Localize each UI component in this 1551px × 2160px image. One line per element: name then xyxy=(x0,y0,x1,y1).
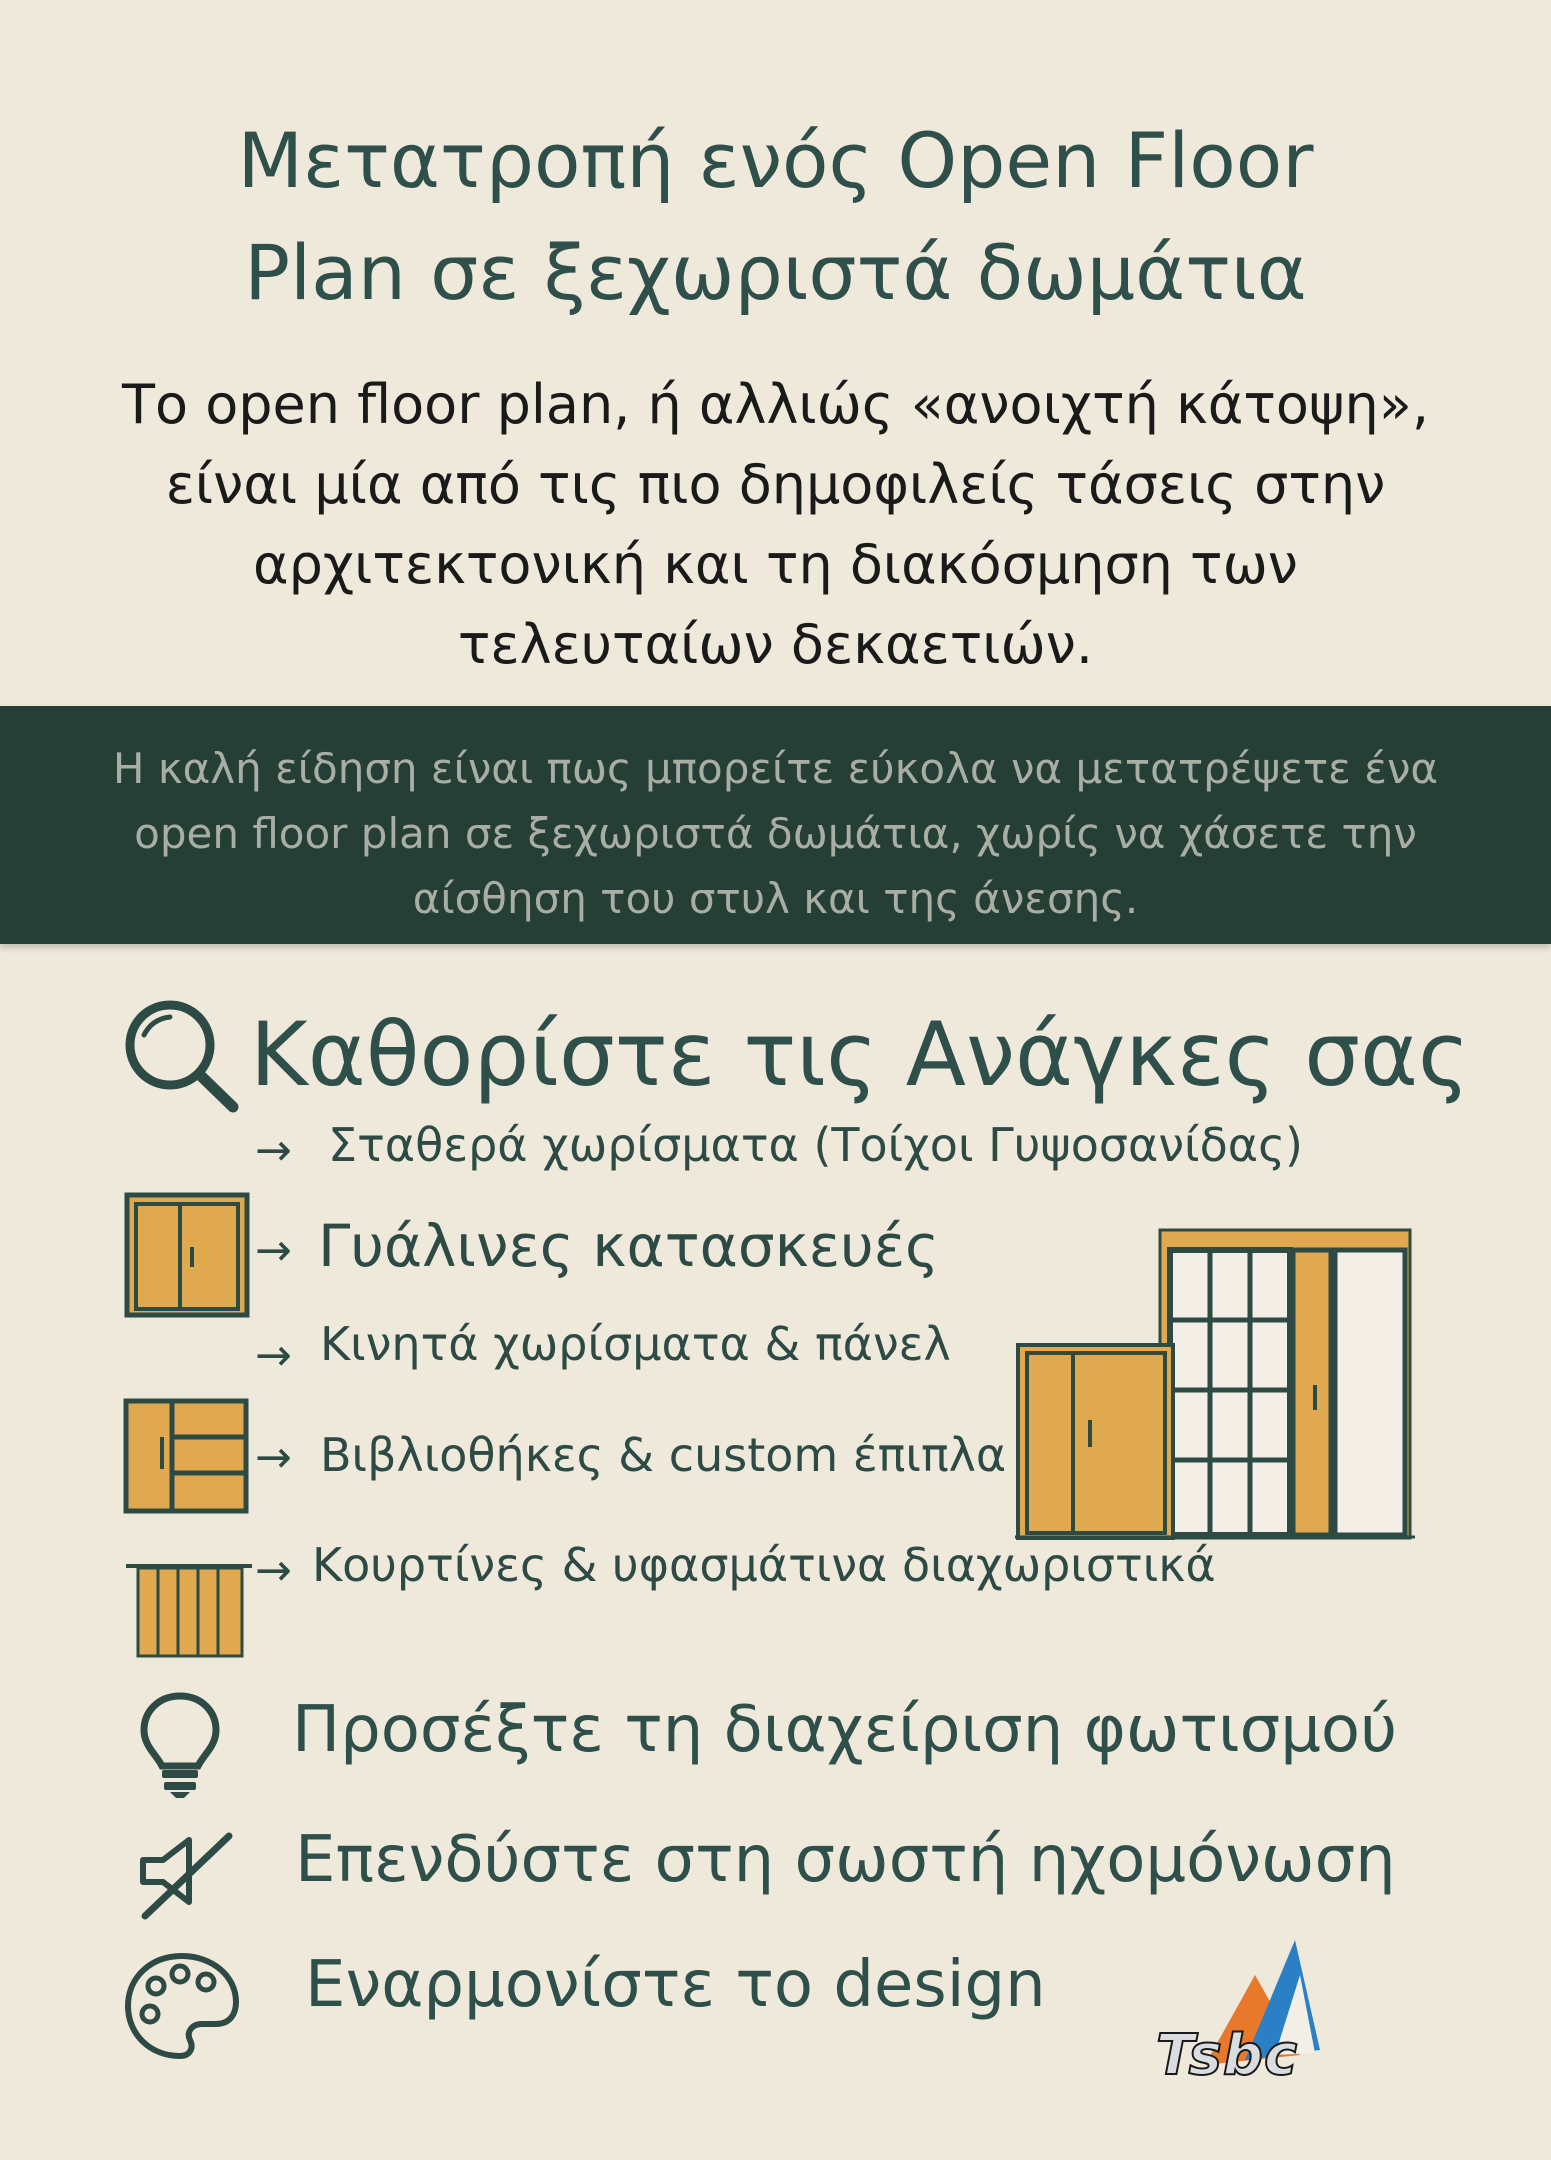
tip-lighting: Προσέξτε τη διαχείριση φωτισμού xyxy=(292,1693,1398,1767)
intro-line-1: Το open floor plan, ή αλλιώς «ανοιχτή κάτοψη», xyxy=(122,373,1429,436)
title-line-1: Μετατροπή ενός Open Floor xyxy=(237,116,1314,205)
tip-design: Εναρμονίστε το design xyxy=(305,1948,1046,2022)
needs-item-bookcases: Βιβλιοθήκες & custom έπιπλα xyxy=(320,1428,1007,1482)
intro-line-2: είναι μία από τις πιο δημοφιλείς τάσεις στην xyxy=(165,453,1386,516)
sliding-doors-icon xyxy=(1015,1225,1415,1540)
needs-item-movable-partitions: Κινητά χωρίσματα & πάνελ xyxy=(320,1317,951,1371)
needs-heading: Καθορίστε τις Ανάγκες σας xyxy=(250,1003,1470,1106)
curtain-icon xyxy=(124,1560,254,1660)
search-icon xyxy=(118,995,244,1115)
page-title xyxy=(0,105,1551,329)
needs-item-fixed-partitions: Σταθερά χωρίσματα (Τοίχοι Γυψοσανίδας) xyxy=(328,1118,1304,1172)
palette-icon xyxy=(122,1950,242,2062)
intro-paragraph xyxy=(60,365,1491,685)
title-line-2: Plan σε ξεχωριστά δωμάτια xyxy=(244,228,1307,317)
lightbulb-icon xyxy=(138,1690,222,1800)
muted-speaker-icon xyxy=(135,1830,235,1920)
arrow-icon: → xyxy=(255,1125,292,1176)
needs-item-glass-constructions: Γυάλινες κατασκευές xyxy=(318,1212,940,1280)
band-line-3: αίσθηση του στυλ και της άνεσης. xyxy=(412,874,1139,923)
band-line-2: open floor plan σε ξεχωριστά δωμάτια, χωρίς να χάσετε την xyxy=(134,809,1417,858)
intro-line-4: τελευταίων δεκαετιών. xyxy=(457,613,1094,676)
arrow-icon: → xyxy=(255,1225,292,1276)
door-icon xyxy=(124,1192,250,1318)
arrow-icon: → xyxy=(255,1432,292,1483)
band-text xyxy=(40,736,1511,931)
needs-item-curtains: Κουρτίνες & υφασμάτινα διαχωριστικά xyxy=(312,1538,1216,1592)
logo-text: Tsbc xyxy=(1156,2023,1299,2088)
intro-line-3: αρχιτεκτονική και τη διακόσμηση των xyxy=(253,533,1298,596)
band-line-1: Η καλή είδηση είναι πως μπορείτε εύκολα να μετατρέψετε ένα xyxy=(112,744,1439,793)
tsbc-logo xyxy=(1150,1935,1390,2095)
tip-soundproofing: Επενδύστε στη σωστή ηχομόνωση xyxy=(295,1823,1396,1897)
highlight-band xyxy=(0,706,1551,944)
arrow-icon: → xyxy=(255,1545,292,1596)
arrow-icon: → xyxy=(255,1330,292,1381)
shelf-icon xyxy=(122,1397,252,1515)
